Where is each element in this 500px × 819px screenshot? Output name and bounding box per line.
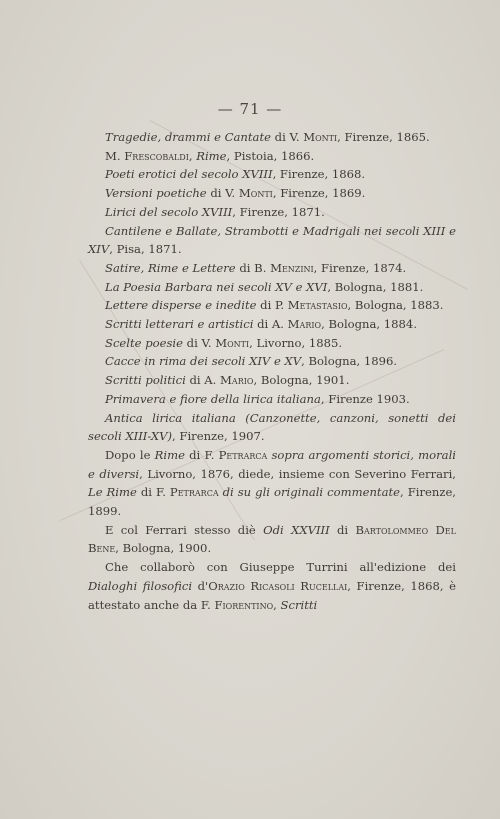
page-number: — 71 —	[217, 100, 283, 118]
bibliography-entry	[88, 315, 456, 334]
entry-text: di F.	[136, 485, 170, 500]
entry-text: , Bologna, 1884.	[321, 317, 417, 332]
bibliography-text	[88, 128, 456, 614]
entry-text: , Firenze, 1868, è attestato anche da F.	[88, 578, 457, 612]
author-name: Metastasio	[287, 298, 348, 313]
author-name: Bartolommeo Del Bene	[88, 522, 456, 556]
work-title: Scritti	[280, 597, 318, 612]
author-name: Orazio Ricasoli Rucellai	[208, 578, 348, 593]
work-title: La Poesia Barbara nei secoli XV e XVI	[105, 279, 328, 294]
bibliography-entry	[88, 203, 456, 222]
bibliography-entry	[88, 147, 456, 166]
entry-text: , Firenze 1903.	[320, 391, 410, 406]
work-title: Antica lirica italiana (Canzonette, canzoni, sonetti dei secoli XIII-XV)	[88, 410, 456, 444]
entry-text: Che collaborò con Giuseppe Turrini all'edizione dei	[105, 560, 456, 575]
bibliography-entry	[88, 521, 456, 558]
entry-text: , Firenze, 1869.	[272, 186, 366, 201]
entry-text: , Firenze, 1868.	[272, 167, 366, 182]
work-title: Satire, Rime e Lettere	[105, 260, 236, 275]
work-title: Cacce in rima dei secoli XIV e XV	[105, 354, 302, 369]
author-name: Mario	[287, 317, 322, 332]
entry-text: di V.	[270, 130, 304, 144]
work-title: Scelte poesie	[105, 335, 183, 350]
work-title: Primavera e fiore della lirica italiana	[105, 391, 321, 406]
entry-text: di V.	[183, 335, 216, 350]
entry-text: di A.	[185, 373, 221, 388]
entry-text: di P.	[256, 298, 288, 313]
bibliography-entry	[88, 352, 456, 371]
work-title: Lirici del secolo XVIII	[105, 204, 233, 219]
work-title: Scritti letterari e artistici	[105, 317, 254, 332]
bibliography-entry	[88, 334, 456, 353]
entry-text: , Firenze, 1907.	[172, 429, 265, 444]
entry-text: , Livorno, 1885.	[249, 335, 343, 350]
entry-text: , Bologna, 1901.	[253, 373, 350, 388]
entry-text: di	[329, 522, 356, 537]
work-title: Tragedie, drammi e Cantate	[105, 130, 271, 144]
bibliography-entry	[88, 222, 456, 259]
author-name: Petrarca	[169, 485, 219, 500]
work-title: Odi XXVIII	[263, 522, 330, 537]
entry-text: , Pistoia, 1866.	[226, 148, 315, 163]
work-title: Versioni poetiche	[105, 186, 207, 201]
entry-text: , Firenze, 1899.	[88, 485, 456, 519]
work-title: Rime	[196, 148, 227, 163]
work-title: Poeti erotici del secolo XVIII	[105, 167, 273, 182]
work-title: di su gli originali commentate	[222, 485, 401, 500]
bibliography-entry	[88, 296, 456, 315]
work-title: Lettere disperse e inedite	[105, 298, 257, 313]
bibliography-entry	[88, 165, 456, 184]
author-name: Monti	[303, 130, 338, 144]
entry-text: , Firenze, 1871.	[232, 204, 325, 219]
author-name: Monti	[238, 186, 273, 201]
entry-text: , Bologna, 1900.	[115, 541, 212, 556]
entry-text: ,	[188, 148, 197, 163]
bibliography-entry	[88, 371, 456, 390]
author-name: Frescobaldi	[124, 148, 189, 163]
entry-text: di F.	[184, 447, 219, 462]
entry-text: , Bologna, 1896.	[301, 354, 398, 369]
work-title: Rime	[154, 447, 185, 462]
entry-text: E col Ferrari stesso diè	[105, 522, 264, 537]
bibliography-entry	[88, 184, 456, 203]
entry-text: , Livorno, 1876, diede, insieme con Severino Ferrari,	[139, 466, 456, 481]
author-name: Menzini	[270, 260, 314, 275]
entry-text: di V.	[206, 186, 239, 201]
author-name: Monti	[215, 335, 250, 350]
work-title: Cantilene e Ballate, Strambotti e Madrigali nei secoli XIII e XIV	[88, 223, 456, 257]
bibliography-entry	[88, 259, 456, 278]
entry-text: , Firenze, 1874.	[313, 260, 407, 275]
bibliography-entry	[88, 558, 456, 614]
bibliography-entry	[88, 446, 456, 521]
bibliography-entry	[88, 128, 456, 147]
work-title: Dialoghi filosofici	[88, 578, 193, 593]
entry-text: , Firenze, 1865.	[337, 130, 430, 144]
work-title: Le Rime	[88, 485, 137, 500]
entry-text: , Bologna, 1881.	[327, 279, 424, 294]
bibliography-entry	[88, 390, 456, 409]
bibliography-entry	[88, 278, 456, 297]
author-name: Mario	[220, 373, 254, 388]
entry-text: d'	[192, 578, 209, 593]
entry-text: Dopo le	[105, 447, 155, 462]
author-name: Petrarca	[218, 447, 268, 462]
entry-text: di A.	[253, 317, 288, 332]
author-name: Fiorentino	[214, 597, 274, 612]
entry-text: di B.	[235, 260, 271, 275]
entry-text: , Pisa, 1871.	[109, 242, 182, 257]
bibliography-entry	[88, 409, 456, 446]
entry-text: ,	[273, 597, 281, 612]
entry-text: M.	[105, 148, 125, 163]
entry-text: , Bologna, 1883.	[347, 298, 444, 313]
work-title: sopra argomenti storici, morali e diversi	[88, 447, 456, 481]
work-title: Scritti politici	[105, 373, 186, 388]
